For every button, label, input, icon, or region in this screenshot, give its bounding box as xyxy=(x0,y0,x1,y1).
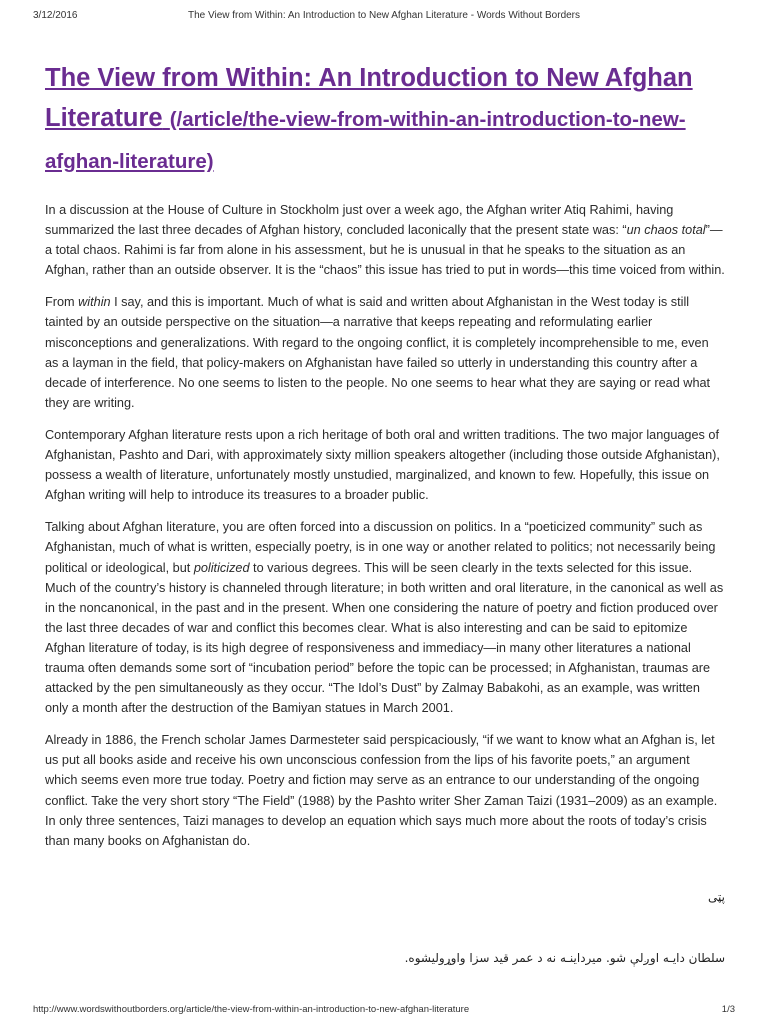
article xyxy=(45,58,725,965)
paragraph-4-emphasis: politicized xyxy=(193,560,250,575)
paragraph-2 xyxy=(45,292,725,413)
paragraph-4-text-a: Talking about Afghan literature, you are often forced into a discussion on politics. In a “poeticized community” such as Afghanistan, much of what is written, especially poetry, is in one way or another related to politics; not necessarily being political or ideological, but xyxy=(45,520,716,575)
paragraph-5-text: Already in 1886, the French scholar James Darmesteter said perspicaciously, “if we want to know what an Afghan is, let us put all books aside and receive his own unconscious confession from the lips of his favorite poets,” an argument which seems even more true today. Poetry and fiction may serve as an entrance to our understanding of the ongoing conflict. Take the very short story “The Field” (1988) by the Pashto writer Sher Zaman Taizi (1931–2009) as an example. In only three sentences, Taizi manages to develop an equation which says much more about the roots of today’s crisis than many books on Afghanistan do. xyxy=(45,733,718,848)
article-title-text: The View from Within: An Introduction to New Afghan Literature xyxy=(45,64,693,132)
pashto-text: سلطان دایـه اوږلې شو. میرداینـه نه د عمر قید سزا واوړولیشوه. xyxy=(404,951,725,965)
print-date: 3/12/2016 xyxy=(33,10,78,21)
paragraph-2-text-a: From xyxy=(45,295,79,310)
paragraph-3 xyxy=(45,425,725,505)
article-title-link[interactable] xyxy=(45,64,693,174)
article-title xyxy=(45,58,725,182)
print-page-number: 1/3 xyxy=(721,1004,735,1015)
paragraph-5 xyxy=(45,730,725,851)
article-link-slug: (/article/the-view-from-within-an-introduction-to-new-afghan-literature) xyxy=(45,108,686,173)
paragraph-3-text: Contemporary Afghan literature rests upon a rich heritage of both oral and written traditions. The two major languages of Afghanistan, Pashto and Dari, with approximately sixty million speakers altogether (including those outside Afghanistan), possess a wealth of literature, unfortunately mostly unstudied, marginalized, and known to few. Hopefully, this issue on Afghan writing will help to introduce its treasures to a broader public. xyxy=(45,427,720,503)
print-page-title: The View from Within: An Introduction to New Afghan Literature - Words Without Borders xyxy=(187,10,581,21)
paragraph-1-text-b: ”—a total chaos. Rahimi is far from alone in his assessment, but he is unusual in that he speaks to the situation as an Afghan, rather than an outside observer. It is the “chaos” this issue has tried to put in words—this time voiced from within. xyxy=(45,223,725,278)
paragraph-4-text-b: to various degrees. This will be seen clearly in the texts selected for this issue. Much of the country’s history is channeled through literature; in both written and oral literature, in the canonical as well as in the noncanonical, in the past and in the present. When one considering the nature of poetry and fiction produced over the last three decades of war and conflict this becomes clear. What is also interesting and can be said to epitomize Afghan literature of today, is its high degree of responsiveness and immediacy—in many other literatures a national trauma often demands some sort of “incubation period” before the topic can be processed; in Afghanistan, traumas are attacked by the pen simultaneously as they occur. “The Idol’s Dust” by Zalmay Babakohi, as an example, was written only a month after the destruction of the Bamiyan statues in March 2001. xyxy=(45,560,724,716)
paragraph-1 xyxy=(45,200,725,280)
paragraph-1-emphasis: un chaos total xyxy=(626,223,706,238)
paragraph-2-emphasis: within xyxy=(78,295,111,310)
paragraph-4 xyxy=(45,517,725,718)
print-header xyxy=(33,10,735,26)
paragraph-1-text-a: In a discussion at the House of Culture in Stockholm just over a week ago, the Afghan writer Atiq Rahimi, having summarized the last three decades of Afghan history, concluded laconically that the present state was: “ xyxy=(45,203,674,238)
paragraph-2-text-b: I say, and this is important. Much of what is said and written about Afghanistan in the West today is still tainted by an outside perspective on the situation—a narrative that keeps repeating and reformulating earlier misconceptions and generalizations. With regard to the ongoing conflict, it is completely incomprehensible to me, even as a layman in the field, that policy-makers on Afghanistan have failed so utterly in understanding this country after a decade of interference. No one seems to listen to the people. No one seems to hear what they are saying or read what they are writing. xyxy=(45,295,711,410)
pashto-title: پټی xyxy=(708,890,725,904)
print-footer xyxy=(33,1004,735,1018)
print-url: http://www.wordswithoutborders.org/article/the-view-from-within-an-introduction-to-new-afghan-literature xyxy=(33,1004,470,1015)
